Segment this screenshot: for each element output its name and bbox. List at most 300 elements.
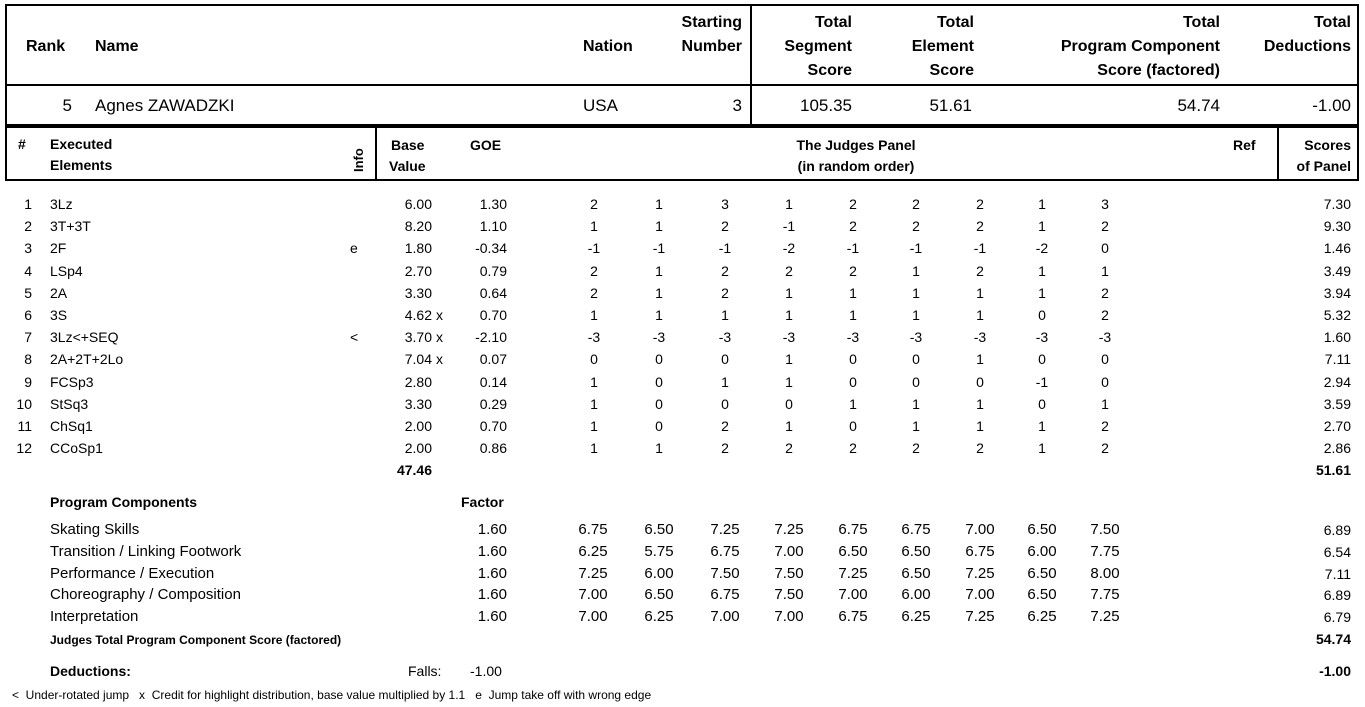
judge-score: 1 bbox=[1038, 196, 1046, 212]
judge-score: 1 bbox=[655, 262, 663, 279]
element-number: 10 bbox=[16, 395, 32, 412]
judge-component-score: 6.25 bbox=[1027, 608, 1057, 626]
judge-score: 2 bbox=[849, 196, 857, 212]
element-base-value: 3.70 bbox=[404, 329, 432, 346]
element-x-marker: x bbox=[436, 351, 443, 368]
judge-component-score: 6.75 bbox=[965, 542, 995, 560]
judge-score: -1 bbox=[652, 240, 666, 257]
skater-deductions: -1.00 bbox=[1312, 96, 1351, 115]
judge-score: 2 bbox=[1101, 307, 1109, 323]
element-name: 3T+3T bbox=[50, 218, 91, 235]
judge-component-score: 6.50 bbox=[1027, 564, 1057, 582]
judge-component-score: 8.00 bbox=[1090, 564, 1120, 582]
judge-component-score: 6.50 bbox=[1027, 586, 1057, 604]
rank-label: Rank bbox=[26, 38, 66, 55]
judge-score: 1 bbox=[976, 307, 984, 323]
base-header-1: Base bbox=[391, 137, 425, 153]
element-goe: 0.14 bbox=[479, 373, 507, 390]
judge-component-score: 7.25 bbox=[838, 564, 868, 582]
element-panel-score: 7.11 bbox=[1324, 351, 1351, 368]
judge-score: 2 bbox=[976, 218, 984, 235]
judge-component-score: 7.00 bbox=[578, 586, 608, 604]
element-base-value: 4.62 bbox=[404, 307, 432, 323]
judge-score: 0 bbox=[590, 351, 598, 368]
table-row bbox=[0, 238, 1365, 258]
judge-score: -2 bbox=[782, 240, 796, 257]
judge-score: 1 bbox=[849, 284, 857, 301]
element-number: 6 bbox=[24, 307, 32, 323]
judge-score: 0 bbox=[1101, 240, 1109, 257]
table-row bbox=[0, 194, 1365, 214]
summary-divider bbox=[5, 84, 1359, 86]
tss-label-1: Total bbox=[814, 14, 852, 31]
judge-score: 2 bbox=[785, 440, 793, 457]
judge-score: 2 bbox=[1101, 284, 1109, 301]
table-row bbox=[0, 305, 1365, 325]
judge-score: 0 bbox=[1101, 351, 1109, 368]
executed-header-2: Elements bbox=[50, 157, 113, 173]
judge-score: -3 bbox=[1035, 329, 1049, 346]
nation-label: Nation bbox=[583, 38, 633, 55]
element-base-value: 1.80 bbox=[404, 240, 432, 257]
judge-score: 2 bbox=[976, 262, 984, 279]
element-goe: 0.64 bbox=[479, 284, 507, 301]
judge-score: 1 bbox=[976, 395, 984, 412]
judge-score: 2 bbox=[721, 284, 729, 301]
table-row bbox=[0, 394, 1365, 414]
judge-score: 1 bbox=[721, 373, 729, 390]
element-panel-score: 3.49 bbox=[1323, 262, 1351, 279]
judge-score: 0 bbox=[655, 373, 663, 390]
components-total-label: Judges Total Program Component Score (factored) bbox=[50, 633, 342, 647]
element-panel-score: 2.86 bbox=[1323, 440, 1351, 457]
judge-component-score: 7.50 bbox=[1090, 521, 1120, 538]
judge-score: 2 bbox=[976, 196, 984, 212]
judge-score: 1 bbox=[912, 395, 920, 412]
table-row bbox=[0, 438, 1365, 458]
judge-score: 1 bbox=[590, 395, 598, 412]
judge-score: 2 bbox=[912, 196, 920, 212]
judge-score: 1 bbox=[912, 418, 920, 434]
element-number: 3 bbox=[24, 240, 32, 257]
footnote: < Under-rotated jump x Credit for highlight distribution, base value multiplied by 1.1 e Jump take off with wrong edge bbox=[12, 688, 652, 702]
judge-score: 1 bbox=[1038, 284, 1046, 301]
element-goe: 0.70 bbox=[479, 307, 507, 323]
skater-nation: USA bbox=[583, 96, 618, 115]
judge-score: 2 bbox=[590, 262, 598, 279]
judge-score: 0 bbox=[655, 351, 663, 368]
component-panel-score: 6.54 bbox=[1323, 543, 1351, 560]
judge-component-score: 6.50 bbox=[901, 564, 931, 582]
element-base-value: 6.00 bbox=[404, 196, 432, 212]
component-row bbox=[0, 542, 1365, 562]
judge-component-score: 5.75 bbox=[644, 542, 674, 560]
element-x-marker: x bbox=[436, 307, 443, 323]
pcs-label-2: Program Component bbox=[1060, 38, 1220, 55]
component-row bbox=[0, 607, 1365, 627]
judge-component-score: 6.00 bbox=[901, 586, 931, 604]
judge-score: 1 bbox=[976, 351, 984, 368]
judge-component-score: 7.50 bbox=[774, 586, 804, 604]
judge-component-score: 6.75 bbox=[838, 521, 868, 538]
info-divider-left bbox=[375, 126, 377, 181]
element-number: 8 bbox=[24, 351, 32, 368]
judge-score: 0 bbox=[1038, 395, 1046, 412]
deductions-label-1: Total bbox=[1313, 14, 1351, 31]
components-header: Program Components bbox=[50, 494, 198, 510]
judge-score: 2 bbox=[785, 262, 793, 279]
element-name: CCoSp1 bbox=[50, 440, 103, 457]
table-row bbox=[0, 349, 1365, 369]
element-panel-score: 3.94 bbox=[1323, 284, 1351, 301]
pcs-label-1: Total bbox=[1182, 14, 1220, 31]
judge-score: 1 bbox=[785, 284, 793, 301]
skater-name: Agnes ZAWADZKI bbox=[95, 96, 235, 115]
judge-component-score: 6.25 bbox=[578, 542, 608, 560]
judge-component-score: 6.00 bbox=[644, 564, 674, 582]
element-base-value: 3.30 bbox=[404, 284, 432, 301]
judge-score: -3 bbox=[652, 329, 666, 346]
component-name: Choreography / Composition bbox=[50, 586, 241, 604]
judge-score: -1 bbox=[973, 240, 987, 257]
element-name: 3Lz bbox=[50, 196, 73, 212]
starting-number-label-1: Starting bbox=[681, 14, 742, 31]
element-goe: 0.86 bbox=[479, 440, 507, 457]
deductions-total: -1.00 bbox=[1319, 663, 1351, 679]
judge-component-score: 7.25 bbox=[774, 521, 804, 538]
table-row bbox=[0, 216, 1365, 236]
deductions-label: Deductions: bbox=[50, 663, 131, 679]
judge-score: 1 bbox=[655, 284, 663, 301]
judge-component-score: 6.75 bbox=[578, 521, 608, 538]
judge-score: 1 bbox=[655, 196, 663, 212]
name-label: Name bbox=[95, 38, 139, 55]
element-info: e bbox=[350, 240, 358, 257]
judge-score: -3 bbox=[587, 329, 601, 346]
judge-score: -3 bbox=[718, 329, 732, 346]
judge-score: 1 bbox=[590, 418, 598, 434]
table-row bbox=[0, 261, 1365, 281]
judge-component-score: 6.50 bbox=[644, 521, 674, 538]
skater-pcs: 54.74 bbox=[1177, 96, 1220, 115]
judge-score: 2 bbox=[849, 218, 857, 235]
judge-component-score: 7.25 bbox=[1090, 608, 1120, 626]
judge-score: 0 bbox=[1038, 307, 1046, 323]
element-name: StSq3 bbox=[50, 395, 89, 412]
judge-score: 2 bbox=[849, 440, 857, 457]
component-panel-score: 6.89 bbox=[1323, 587, 1351, 604]
judge-component-score: 7.75 bbox=[1090, 542, 1120, 560]
judge-score: 1 bbox=[785, 418, 793, 434]
element-goe: -0.34 bbox=[475, 240, 507, 257]
component-row bbox=[0, 564, 1365, 584]
element-base-value: 2.70 bbox=[404, 262, 432, 279]
table-row bbox=[0, 416, 1365, 436]
component-factor: 1.60 bbox=[477, 521, 507, 538]
element-panel-score: 5.32 bbox=[1323, 307, 1351, 323]
element-number: 7 bbox=[24, 329, 32, 346]
judge-component-score: 6.50 bbox=[901, 542, 931, 560]
component-name: Performance / Execution bbox=[50, 564, 215, 582]
scores-header-1: Scores bbox=[1304, 137, 1351, 153]
element-goe: 0.29 bbox=[479, 395, 507, 412]
skater-tss: 105.35 bbox=[800, 96, 852, 115]
num-header: # bbox=[18, 136, 26, 152]
judge-score: 2 bbox=[721, 262, 729, 279]
element-name: LSp4 bbox=[50, 262, 83, 279]
elements-base-total: 47.46 bbox=[396, 462, 432, 478]
element-goe: 1.10 bbox=[479, 218, 507, 235]
element-name: ChSq1 bbox=[50, 418, 93, 434]
element-panel-score: 2.94 bbox=[1323, 373, 1351, 390]
judge-score: -3 bbox=[1098, 329, 1112, 346]
judge-score: -3 bbox=[973, 329, 987, 346]
judge-score: 2 bbox=[912, 440, 920, 457]
judge-score: 1 bbox=[721, 307, 729, 323]
judge-score: 1 bbox=[1038, 440, 1046, 457]
judge-score: -1 bbox=[1035, 373, 1049, 390]
judge-score: 1 bbox=[590, 218, 598, 235]
element-base-value: 2.80 bbox=[404, 373, 432, 390]
component-panel-score: 6.89 bbox=[1323, 522, 1351, 538]
judge-score: -1 bbox=[718, 240, 732, 257]
judge-score: 0 bbox=[976, 373, 984, 390]
info-header: Info bbox=[351, 148, 366, 172]
judge-component-score: 7.25 bbox=[965, 564, 995, 582]
info-divider-right bbox=[1277, 126, 1279, 181]
element-panel-score: 1.46 bbox=[1323, 240, 1351, 257]
judge-component-score: 7.25 bbox=[578, 564, 608, 582]
tes-label-1: Total bbox=[936, 14, 974, 31]
judge-score: 1 bbox=[785, 196, 793, 212]
judge-score: 1 bbox=[976, 284, 984, 301]
element-number: 4 bbox=[24, 262, 32, 279]
judge-score: -2 bbox=[1035, 240, 1049, 257]
judge-score: 3 bbox=[1101, 196, 1109, 212]
component-factor: 1.60 bbox=[477, 542, 507, 560]
judge-component-score: 7.50 bbox=[774, 564, 804, 582]
judge-score: 0 bbox=[1101, 373, 1109, 390]
table-row bbox=[0, 283, 1365, 303]
judge-score: 0 bbox=[849, 351, 857, 368]
judge-component-score: 6.25 bbox=[644, 608, 674, 626]
judge-score: 1 bbox=[590, 373, 598, 390]
judge-score: 2 bbox=[1101, 418, 1109, 434]
judge-score: 2 bbox=[1101, 440, 1109, 457]
element-goe: 0.70 bbox=[479, 418, 507, 434]
judge-component-score: 6.75 bbox=[710, 542, 740, 560]
judge-score: 1 bbox=[590, 440, 598, 457]
pcs-label-3: Score (factored) bbox=[1097, 62, 1220, 79]
judge-score: 2 bbox=[721, 218, 729, 235]
judge-score: -1 bbox=[782, 218, 796, 235]
judge-score: -1 bbox=[846, 240, 860, 257]
tes-label-3: Score bbox=[929, 62, 974, 79]
tes-label-2: Element bbox=[911, 38, 974, 55]
judge-score: 0 bbox=[721, 351, 729, 368]
element-number: 9 bbox=[24, 373, 32, 390]
judge-score: 1 bbox=[1038, 418, 1046, 434]
judge-component-score: 6.50 bbox=[1027, 521, 1057, 538]
element-panel-score: 9.30 bbox=[1323, 218, 1351, 235]
element-panel-score: 2.70 bbox=[1323, 418, 1351, 434]
judge-component-score: 6.75 bbox=[710, 586, 740, 604]
deductions-label-2: Deductions bbox=[1263, 38, 1351, 55]
judge-score: 0 bbox=[1038, 351, 1046, 368]
element-number: 2 bbox=[24, 218, 32, 235]
judge-score: 1 bbox=[785, 351, 793, 368]
component-row bbox=[0, 520, 1365, 540]
judge-score: 1 bbox=[976, 418, 984, 434]
skater-start-number: 3 bbox=[732, 96, 742, 115]
judge-score: 1 bbox=[1101, 262, 1109, 279]
judge-score: -3 bbox=[909, 329, 923, 346]
element-goe: 1.30 bbox=[479, 196, 507, 212]
component-row bbox=[0, 585, 1365, 605]
judge-component-score: 6.75 bbox=[838, 608, 868, 626]
element-name: 2A+2T+2Lo bbox=[50, 351, 124, 368]
judge-component-score: 6.50 bbox=[644, 586, 674, 604]
element-goe: -2.10 bbox=[475, 329, 507, 346]
judge-score: 1 bbox=[912, 307, 920, 323]
base-header-2: Value bbox=[389, 158, 426, 174]
skater-tes: 51.61 bbox=[929, 96, 972, 115]
element-x-marker: x bbox=[436, 329, 443, 346]
judge-component-score: 6.75 bbox=[901, 521, 931, 538]
judge-component-score: 6.25 bbox=[901, 608, 931, 626]
tss-label-2: Segment bbox=[784, 38, 852, 55]
element-name: 3Lz<+SEQ bbox=[50, 329, 119, 346]
element-panel-score: 1.60 bbox=[1323, 329, 1351, 346]
judge-score: 1 bbox=[849, 307, 857, 323]
panel-header-2: (in random order) bbox=[797, 158, 915, 174]
elements-score-total: 51.61 bbox=[1315, 462, 1351, 478]
elements-header-box bbox=[5, 126, 1359, 181]
judge-component-score: 6.50 bbox=[838, 542, 868, 560]
judge-component-score: 7.00 bbox=[774, 542, 804, 560]
judge-component-score: 7.50 bbox=[710, 564, 740, 582]
judge-component-score: 6.00 bbox=[1027, 542, 1057, 560]
element-name: 2A bbox=[50, 284, 68, 301]
judge-score: 1 bbox=[785, 373, 793, 390]
component-panel-score: 7.11 bbox=[1324, 565, 1351, 582]
element-goe: 0.07 bbox=[479, 351, 507, 368]
judge-score: 2 bbox=[721, 418, 729, 434]
judge-score: 1 bbox=[912, 262, 920, 279]
element-base-value: 3.30 bbox=[404, 395, 432, 412]
component-panel-score: 6.79 bbox=[1323, 609, 1351, 626]
table-row bbox=[0, 372, 1365, 392]
judge-score: 0 bbox=[655, 395, 663, 412]
scores-header-2: of Panel bbox=[1296, 158, 1351, 174]
component-name: Skating Skills bbox=[50, 521, 140, 538]
judge-score: 1 bbox=[785, 307, 793, 323]
judge-score: 1 bbox=[1101, 395, 1109, 412]
tss-label-3: Score bbox=[807, 62, 852, 79]
judge-score: 0 bbox=[721, 395, 729, 412]
element-panel-score: 3.59 bbox=[1323, 395, 1351, 412]
element-number: 12 bbox=[16, 440, 32, 457]
element-name: FCSp3 bbox=[50, 373, 94, 390]
judge-score: 1 bbox=[912, 284, 920, 301]
judge-score: -3 bbox=[782, 329, 796, 346]
element-number: 1 bbox=[24, 196, 32, 212]
judge-score: 1 bbox=[655, 307, 663, 323]
judge-score: 2 bbox=[976, 440, 984, 457]
judge-score: 1 bbox=[849, 395, 857, 412]
judge-score: 2 bbox=[590, 196, 598, 212]
judge-score: 0 bbox=[912, 373, 920, 390]
component-name: Interpretation bbox=[50, 608, 139, 626]
components-total-score: 54.74 bbox=[1315, 631, 1351, 647]
element-goe: 0.79 bbox=[479, 262, 507, 279]
judge-component-score: 7.00 bbox=[965, 586, 995, 604]
judge-score: 0 bbox=[849, 373, 857, 390]
judge-score: 2 bbox=[849, 262, 857, 279]
judge-score: -1 bbox=[587, 240, 601, 257]
element-panel-score: 7.30 bbox=[1323, 196, 1351, 212]
judge-component-score: 7.25 bbox=[710, 521, 740, 538]
component-factor: 1.60 bbox=[477, 586, 507, 604]
judge-score: 0 bbox=[849, 418, 857, 434]
component-factor: 1.60 bbox=[477, 608, 507, 626]
judge-component-score: 7.00 bbox=[965, 521, 995, 538]
element-info: < bbox=[350, 329, 359, 346]
judge-score: 0 bbox=[785, 395, 793, 412]
judge-component-score: 7.00 bbox=[578, 608, 608, 626]
component-name: Transition / Linking Footwork bbox=[50, 542, 242, 560]
ref-header: Ref bbox=[1233, 137, 1256, 153]
judge-score: 0 bbox=[912, 351, 920, 368]
element-name: 3S bbox=[50, 307, 68, 323]
element-base-value: 8.20 bbox=[404, 218, 432, 235]
judge-score: 2 bbox=[1101, 218, 1109, 235]
judge-score: 2 bbox=[912, 218, 920, 235]
element-name: 2F bbox=[50, 240, 67, 257]
element-base-value: 2.00 bbox=[404, 440, 432, 457]
element-base-value: 2.00 bbox=[404, 418, 432, 434]
judge-score: 1 bbox=[1038, 262, 1046, 279]
panel-header-1: The Judges Panel bbox=[796, 137, 916, 153]
starting-number-label-2: Number bbox=[681, 38, 742, 55]
judge-component-score: 7.75 bbox=[1090, 586, 1120, 604]
goe-header: GOE bbox=[470, 137, 502, 153]
judge-score: 1 bbox=[655, 218, 663, 235]
component-factor: 1.60 bbox=[477, 564, 507, 582]
judge-score: 1 bbox=[1038, 218, 1046, 235]
judge-score: 0 bbox=[655, 418, 663, 434]
judge-component-score: 7.00 bbox=[710, 608, 740, 626]
element-base-value: 7.04 bbox=[404, 351, 432, 368]
element-number: 11 bbox=[17, 418, 32, 434]
factor-header: Factor bbox=[461, 494, 504, 510]
table-row bbox=[0, 327, 1365, 347]
judge-score: 1 bbox=[655, 440, 663, 457]
falls-label: Falls: bbox=[408, 663, 442, 679]
judge-score: 1 bbox=[590, 307, 598, 323]
judge-score: 2 bbox=[721, 440, 729, 457]
judge-component-score: 7.00 bbox=[774, 608, 804, 626]
judge-score: 2 bbox=[590, 284, 598, 301]
executed-header-1: Executed bbox=[50, 136, 113, 152]
judge-score: -1 bbox=[909, 240, 923, 257]
judge-component-score: 7.25 bbox=[965, 608, 995, 626]
falls-value: -1.00 bbox=[470, 663, 502, 679]
judge-score: -3 bbox=[846, 329, 860, 346]
judge-component-score: 7.00 bbox=[838, 586, 868, 604]
element-number: 5 bbox=[24, 284, 32, 301]
judge-score: 3 bbox=[721, 196, 729, 212]
